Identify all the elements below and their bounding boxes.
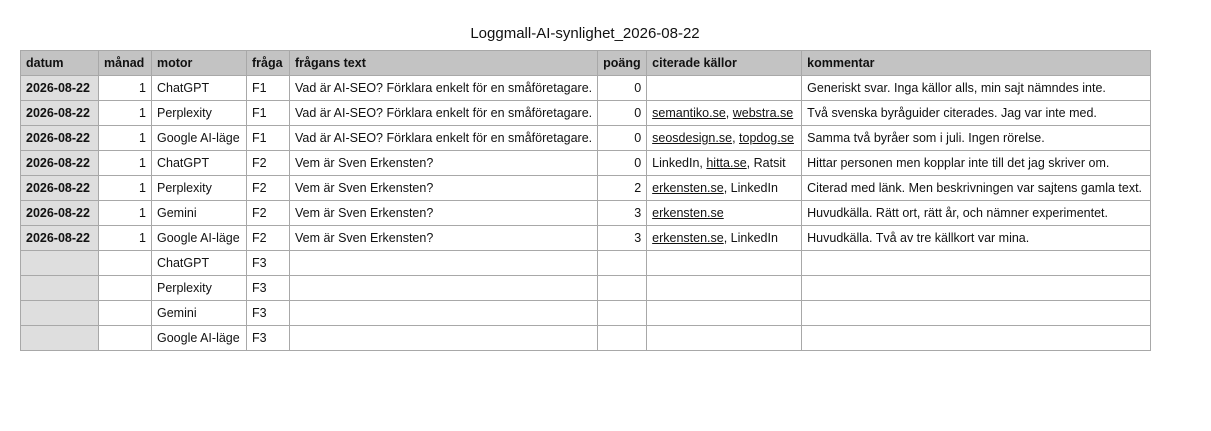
- cell-kommentar[interactable]: Huvudkälla. Rätt ort, rätt år, och nämner experimentet.: [802, 201, 1151, 226]
- cell-fragans-text[interactable]: [290, 251, 598, 276]
- cell-motor[interactable]: Perplexity: [152, 101, 247, 126]
- cell-fragans-text[interactable]: [290, 276, 598, 301]
- header-kommentar[interactable]: kommentar: [802, 51, 1151, 76]
- cell-fraga[interactable]: F2: [247, 201, 290, 226]
- source-text: ,: [725, 106, 733, 120]
- cell-fraga[interactable]: F1: [247, 101, 290, 126]
- cell-poang[interactable]: 0: [598, 126, 647, 151]
- table-body: [21, 76, 1151, 351]
- cell-fragans-text[interactable]: Vad är AI-SEO? Förklara enkelt för en småföretagare.: [290, 76, 598, 101]
- cell-motor[interactable]: Perplexity: [152, 276, 247, 301]
- cell-manad[interactable]: 1: [99, 151, 152, 176]
- cell-motor[interactable]: ChatGPT: [152, 151, 247, 176]
- table-row: [21, 326, 1151, 351]
- sheet-title: Loggmall-AI-synlighet_2026-08-22: [470, 25, 700, 42]
- cell-manad[interactable]: 1: [99, 101, 152, 126]
- cell-kommentar[interactable]: Två svenska byråguider citerades. Jag var inte med.: [802, 101, 1151, 126]
- cell-manad[interactable]: 1: [99, 76, 152, 101]
- cell-kommentar[interactable]: Hittar personen men kopplar inte till det jag skriver om.: [802, 151, 1151, 176]
- cell-datum[interactable]: 2026-08-22: [21, 126, 99, 151]
- cell-datum[interactable]: 2026-08-22: [21, 76, 99, 101]
- cell-manad[interactable]: [99, 251, 152, 276]
- cell-fragans-text[interactable]: [290, 326, 598, 351]
- cell-kommentar[interactable]: Huvudkälla. Två av tre källkort var mina.: [802, 226, 1151, 251]
- source-link[interactable]: erkensten.se: [652, 206, 724, 220]
- header-manad[interactable]: månad: [99, 51, 152, 76]
- header-datum[interactable]: datum: [21, 51, 99, 76]
- table-row: [21, 126, 1151, 151]
- cell-fragans-text[interactable]: Vem är Sven Erkensten?: [290, 151, 598, 176]
- cell-datum[interactable]: 2026-08-22: [21, 226, 99, 251]
- cell-citerade-kallor[interactable]: [647, 251, 802, 276]
- cell-kommentar[interactable]: [802, 276, 1151, 301]
- header-motor[interactable]: motor: [152, 51, 247, 76]
- cell-fragans-text[interactable]: Vad är AI-SEO? Förklara enkelt för en småföretagare.: [290, 101, 598, 126]
- table-row: [21, 251, 1151, 276]
- header-citerade-kallor[interactable]: citerade källor: [647, 51, 802, 76]
- cell-citerade-kallor[interactable]: [647, 76, 802, 101]
- cell-poang[interactable]: 3: [598, 201, 647, 226]
- source-text: LinkedIn,: [652, 156, 707, 170]
- table-row: [21, 101, 1151, 126]
- table-row: [21, 176, 1151, 201]
- cell-fraga[interactable]: F3: [247, 251, 290, 276]
- source-link[interactable]: hitta.se: [706, 156, 747, 170]
- cell-poang[interactable]: 0: [598, 151, 647, 176]
- source-link[interactable]: seosdesign.se: [652, 131, 733, 145]
- cell-fragans-text[interactable]: Vad är AI-SEO? Förklara enkelt för en småföretagare.: [290, 126, 598, 151]
- source-text: , Ratsit: [746, 156, 786, 170]
- source-link[interactable]: webstra.se: [732, 106, 794, 120]
- cell-kommentar[interactable]: Citerad med länk. Men beskrivningen var sajtens gamla text.: [802, 176, 1151, 201]
- cell-datum[interactable]: 2026-08-22: [21, 201, 99, 226]
- cell-fraga[interactable]: F3: [247, 326, 290, 351]
- source-link[interactable]: erkensten.se: [652, 181, 724, 195]
- cell-motor[interactable]: Gemini: [152, 301, 247, 326]
- cell-manad[interactable]: [99, 276, 152, 301]
- cell-datum[interactable]: 2026-08-22: [21, 101, 99, 126]
- cell-motor[interactable]: Perplexity: [152, 176, 247, 201]
- table-row: [21, 201, 1151, 226]
- cell-poang[interactable]: 0: [598, 76, 647, 101]
- cell-manad[interactable]: 1: [99, 126, 152, 151]
- cell-manad[interactable]: [99, 301, 152, 326]
- cell-datum[interactable]: 2026-08-22: [21, 151, 99, 176]
- table-row: [21, 76, 1151, 101]
- cell-fraga[interactable]: F2: [247, 151, 290, 176]
- cell-fraga[interactable]: F2: [247, 226, 290, 251]
- cell-citerade-kallor[interactable]: [647, 126, 802, 151]
- table-row: [21, 226, 1151, 251]
- cell-fragans-text[interactable]: [290, 301, 598, 326]
- cell-motor[interactable]: ChatGPT: [152, 76, 247, 101]
- log-table: [20, 50, 1151, 351]
- cell-poang[interactable]: [598, 301, 647, 326]
- header-fragans-text[interactable]: frågans text: [290, 51, 598, 76]
- header-fraga[interactable]: fråga: [247, 51, 290, 76]
- cell-citerade-kallor[interactable]: [647, 151, 802, 176]
- cell-citerade-kallor[interactable]: [647, 226, 802, 251]
- source-link[interactable]: semantiko.se: [652, 106, 726, 120]
- source-text: , LinkedIn: [723, 181, 778, 195]
- cell-datum[interactable]: [21, 251, 99, 276]
- cell-poang[interactable]: [598, 276, 647, 301]
- cell-poang[interactable]: 2: [598, 176, 647, 201]
- cell-manad[interactable]: 1: [99, 176, 152, 201]
- header-row: [21, 51, 1151, 76]
- cell-fraga[interactable]: F3: [247, 276, 290, 301]
- cell-fragans-text[interactable]: Vem är Sven Erkensten?: [290, 176, 598, 201]
- cell-motor[interactable]: ChatGPT: [152, 251, 247, 276]
- cell-citerade-kallor[interactable]: [647, 176, 802, 201]
- table-row: [21, 276, 1151, 301]
- table-row: [21, 151, 1151, 176]
- cell-citerade-kallor[interactable]: [647, 101, 802, 126]
- cell-kommentar[interactable]: [802, 251, 1151, 276]
- cell-motor[interactable]: Google AI-läge: [152, 326, 247, 351]
- source-text: , LinkedIn: [723, 231, 778, 245]
- cell-motor[interactable]: Google AI-läge: [152, 126, 247, 151]
- cell-poang[interactable]: 0: [598, 101, 647, 126]
- cell-kommentar[interactable]: [802, 326, 1151, 351]
- cell-motor[interactable]: Gemini: [152, 201, 247, 226]
- cell-kommentar[interactable]: Samma två byråer som i juli. Ingen rörelse.: [802, 126, 1151, 151]
- cell-manad[interactable]: 1: [99, 201, 152, 226]
- cell-poang[interactable]: 3: [598, 226, 647, 251]
- cell-citerade-kallor[interactable]: [647, 276, 802, 301]
- source-link[interactable]: topdog.se: [739, 131, 794, 145]
- cell-citerade-kallor[interactable]: [647, 326, 802, 351]
- cell-motor[interactable]: Google AI-läge: [152, 226, 247, 251]
- cell-citerade-kallor[interactable]: [647, 201, 802, 226]
- source-text: ,: [732, 131, 740, 145]
- cell-kommentar[interactable]: [802, 301, 1151, 326]
- cell-fraga[interactable]: F1: [247, 76, 290, 101]
- cell-fragans-text[interactable]: Vem är Sven Erkensten?: [290, 226, 598, 251]
- cell-poang[interactable]: [598, 251, 647, 276]
- cell-fraga[interactable]: F3: [247, 301, 290, 326]
- cell-kommentar[interactable]: Generiskt svar. Inga källor alls, min sajt nämndes inte.: [802, 76, 1151, 101]
- cell-poang[interactable]: [598, 326, 647, 351]
- cell-manad[interactable]: 1: [99, 226, 152, 251]
- source-link[interactable]: erkensten.se: [652, 231, 724, 245]
- cell-citerade-kallor[interactable]: [647, 301, 802, 326]
- cell-datum[interactable]: [21, 326, 99, 351]
- cell-datum[interactable]: [21, 276, 99, 301]
- cell-datum[interactable]: 2026-08-22: [21, 176, 99, 201]
- cell-manad[interactable]: [99, 326, 152, 351]
- cell-datum[interactable]: [21, 301, 99, 326]
- cell-fraga[interactable]: F2: [247, 176, 290, 201]
- header-poang[interactable]: poäng: [598, 51, 647, 76]
- table-row: [21, 301, 1151, 326]
- cell-fragans-text[interactable]: Vem är Sven Erkensten?: [290, 201, 598, 226]
- cell-fraga[interactable]: F1: [247, 126, 290, 151]
